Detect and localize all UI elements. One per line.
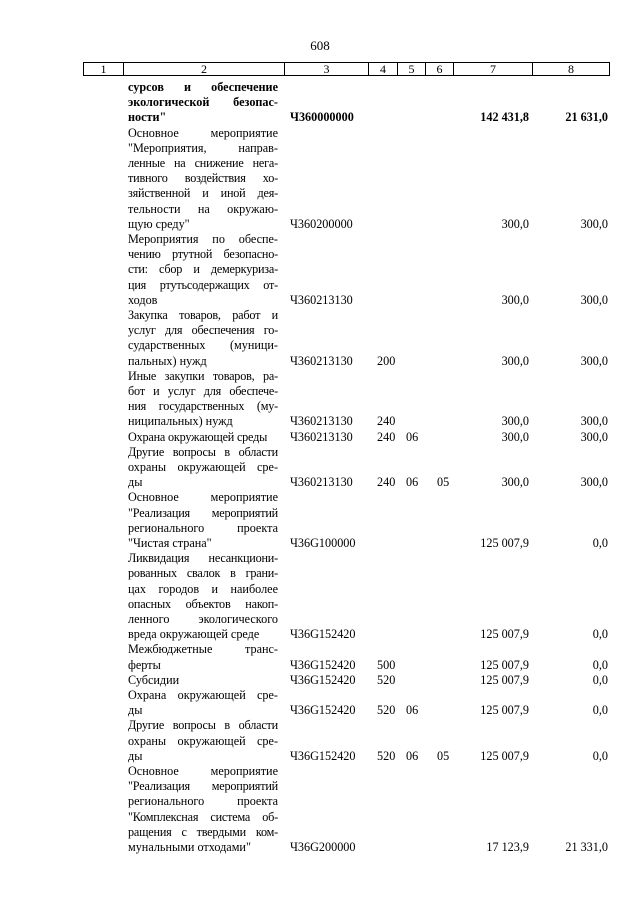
row-name-line: "Мероприятия, направ-: [128, 140, 278, 155]
row-name-line: вреда окружающей среде: [128, 627, 260, 642]
row-name-line: ция ртутьсодержащих от-: [128, 277, 278, 292]
row-name-line: мунальными отходами": [128, 840, 251, 855]
row-code: Ч36G152420: [290, 703, 356, 718]
row-sum-1: 142 431,8: [480, 110, 529, 125]
row-name-line: бот и услуг для обеспече-: [128, 384, 278, 398]
row-sum-2: 0,0: [592, 672, 608, 687]
row-name-line: ленного экологического: [128, 612, 278, 626]
row-rz: 06: [406, 748, 419, 763]
row-name-line: тельности на окружаю-: [128, 201, 278, 216]
row-code: Ч36G152420: [290, 748, 356, 763]
header-col-1: 1: [84, 63, 124, 75]
row-name-line: цах городов и наиболее: [128, 581, 278, 596]
row-vr: 200: [377, 353, 396, 368]
row-sum-1: 125 007,9: [480, 535, 529, 550]
row-name: [128, 430, 278, 445]
row-name-line: Мероприятия по обеспе-: [128, 232, 278, 246]
header-col-4: 4: [369, 63, 398, 75]
table-row: [0, 445, 640, 491]
row-name: [128, 673, 278, 688]
header-col-2: 2: [124, 63, 285, 75]
row-name-line: Межбюджетные транс-: [128, 642, 278, 657]
row-rz: 06: [406, 703, 419, 718]
row-vr: 520: [377, 703, 396, 718]
row-name-line: "Реализация мероприятий: [128, 779, 278, 794]
table-row: [0, 673, 640, 688]
row-name-line: Основное мероприятие: [128, 125, 278, 140]
row-name: [128, 551, 278, 642]
row-sum-1: 125 007,9: [480, 672, 529, 687]
row-name-line: ферты: [128, 657, 161, 672]
row-name-line: ды: [128, 703, 143, 718]
row-name-line: услуг для обеспечения го-: [128, 323, 278, 338]
row-code: Ч36G152420: [290, 672, 356, 687]
row-code: Ч360213130: [290, 475, 353, 490]
row-name-line: охраны окружающей сре-: [128, 733, 278, 748]
row-code: Ч36G152420: [290, 657, 356, 672]
row-name: [128, 445, 278, 491]
row-sum-2: 300,0: [580, 429, 608, 444]
row-code: Ч360213130: [290, 414, 353, 429]
row-name-line: ходов: [128, 292, 158, 307]
row-name-line: Субсидии: [128, 672, 180, 687]
row-name-line: Ликвидация несанкциони-: [128, 551, 278, 566]
row-name-line: сударственных (муници-: [128, 338, 278, 353]
row-code: Ч36G100000: [290, 535, 356, 550]
page-number: 608: [310, 38, 330, 53]
row-name-line: охраны окружающей сре-: [128, 460, 278, 474]
row-name-line: ниципальных) нужд: [128, 414, 233, 429]
table-row: [0, 430, 640, 445]
row-sum-2: 300,0: [580, 353, 608, 368]
table-row: [0, 369, 640, 430]
row-name-line: сурсов и обеспечение: [128, 80, 278, 94]
row-name: [128, 232, 278, 308]
row-sum-2: 300,0: [580, 414, 608, 429]
row-name-line: Иные закупки товаров, ра-: [128, 368, 278, 383]
row-code: Ч360000000: [290, 110, 354, 125]
row-name-line: Закупка товаров, работ и: [128, 308, 278, 322]
row-sum-1: 300,0: [501, 292, 529, 307]
row-name-line: ращения с твердыми ком-: [128, 824, 278, 839]
row-name-line: регионального проекта: [128, 794, 278, 809]
row-name-line: Основное мероприятие: [128, 764, 278, 778]
row-name: [128, 80, 278, 126]
table-row: [0, 232, 640, 308]
row-sum-1: 300,0: [501, 414, 529, 429]
row-sum-1: 125 007,9: [480, 627, 529, 642]
row-rz: 06: [406, 475, 419, 490]
row-name-line: ды: [128, 475, 143, 490]
row-vr: 520: [377, 748, 396, 763]
row-name: [128, 718, 278, 764]
table-row: [0, 126, 640, 232]
row-sum-2: 0,0: [592, 535, 608, 550]
row-name-line: "Реализация мероприятий: [128, 505, 278, 520]
table-row: [0, 80, 640, 126]
table-row: [0, 551, 640, 642]
header-col-8: 8: [568, 62, 574, 76]
row-vr: 240: [377, 414, 396, 429]
row-name-line: чению ртутной безопасно-: [128, 247, 278, 262]
row-code: Ч360200000: [290, 216, 353, 231]
row-name: [128, 308, 278, 369]
row-sum-1: 17 123,9: [486, 840, 529, 854]
row-name-line: щую среду": [128, 216, 190, 231]
row-sum-2: 0,0: [592, 748, 608, 763]
row-pr: 05: [437, 475, 450, 490]
row-name-line: опасных объектов накоп-: [128, 596, 278, 611]
row-name: [128, 642, 278, 672]
row-pr: 05: [437, 748, 450, 763]
table-header: [83, 62, 610, 76]
row-name-line: Охрана окружающей сре-: [128, 688, 278, 702]
row-sum-2: 21 631,0: [565, 110, 608, 125]
header-col-3: 3: [285, 63, 369, 75]
row-code: Ч36G200000: [290, 840, 356, 854]
row-vr: 240: [377, 475, 396, 490]
row-name-line: Другие вопросы в области: [128, 718, 278, 733]
row-name-line: пальных) нужд: [128, 353, 207, 368]
table-row: [0, 688, 640, 718]
table-row: [0, 490, 640, 551]
row-name-line: тивного воздействия хо-: [128, 171, 278, 186]
header-col-7: 7: [454, 63, 533, 75]
row-name: [128, 764, 278, 855]
row-name: [128, 369, 278, 430]
row-rz: 06: [406, 429, 419, 444]
header-col-5: 5: [398, 63, 426, 75]
row-sum-2: 300,0: [580, 292, 608, 307]
row-sum-1: 300,0: [501, 475, 529, 490]
row-name: [128, 688, 278, 718]
row-name-line: "Комплексная система об-: [128, 809, 278, 824]
row-name-line: регионального проекта: [128, 520, 278, 535]
row-name-line: Охрана окружающей среды: [128, 429, 268, 444]
row-sum-2: 300,0: [580, 216, 608, 231]
header-col-6: 6: [426, 63, 454, 75]
row-sum-1: 125 007,9: [480, 748, 529, 763]
row-sum-2: 21 331,0: [565, 840, 608, 854]
row-sum-2: 0,0: [592, 703, 608, 718]
row-sum-1: 125 007,9: [480, 703, 529, 718]
row-name-line: сти: сбор и демеркуриза-: [128, 262, 278, 277]
row-name-line: рованных свалок в грани-: [128, 566, 278, 581]
row-name-line: экологической безопас-: [128, 95, 278, 110]
table-row: [0, 308, 640, 369]
row-name-line: зяйственной и иной дея-: [128, 186, 278, 201]
row-sum-2: 0,0: [592, 657, 608, 672]
row-vr: 240: [377, 429, 396, 444]
row-name-line: ния государственных (му-: [128, 399, 278, 414]
row-name-line: Основное мероприятие: [128, 490, 278, 505]
row-code: Ч360213130: [290, 292, 353, 307]
row-name: [128, 490, 278, 551]
row-sum-1: 300,0: [501, 429, 529, 444]
table-row: [0, 764, 640, 855]
row-sum-2: 300,0: [580, 475, 608, 490]
row-sum-2: 0,0: [592, 627, 608, 642]
row-name-line: Другие вопросы в области: [128, 444, 278, 459]
row-sum-1: 300,0: [501, 216, 529, 231]
row-name-line: ленные на снижение нега-: [128, 156, 278, 170]
row-name-line: ды: [128, 748, 143, 763]
row-sum-1: 125 007,9: [480, 657, 529, 672]
row-code: Ч360213130: [290, 353, 353, 368]
row-name-line: "Чистая страна": [128, 536, 212, 550]
row-vr: 520: [377, 672, 396, 687]
row-vr: 500: [377, 657, 396, 672]
row-sum-1: 300,0: [501, 353, 529, 368]
row-name: [128, 126, 278, 232]
row-code: Ч360213130: [290, 429, 353, 444]
row-name-line: ности": [128, 110, 167, 125]
table-row: [0, 642, 640, 672]
table-row: [0, 718, 640, 764]
row-code: Ч36G152420: [290, 627, 356, 642]
